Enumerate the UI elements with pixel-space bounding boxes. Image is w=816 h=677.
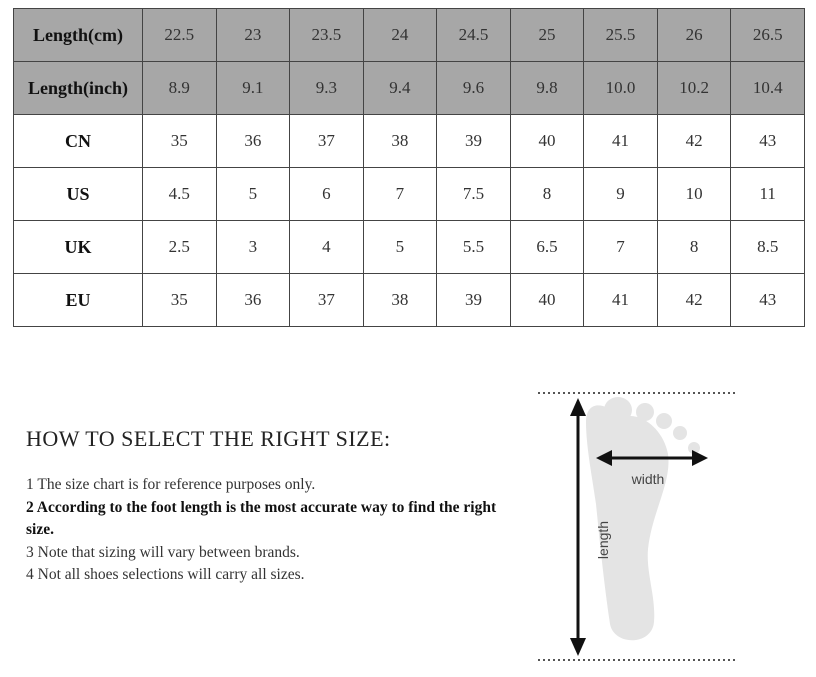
size-cell: 8 (510, 168, 584, 221)
size-cell: 5.5 (437, 221, 511, 274)
size-cell: 41 (584, 115, 658, 168)
size-guide-item: 3 Note that sizing will vary between brands. (26, 543, 300, 561)
size-cell: 35 (143, 115, 217, 168)
size-cell: 42 (657, 115, 731, 168)
size-row (14, 168, 805, 221)
size-cell: 4.5 (143, 168, 217, 221)
size-cell: 38 (363, 115, 437, 168)
size-row-label: EU (14, 274, 143, 327)
size-cell: 10.4 (731, 62, 805, 115)
size-guide-item: 2 According to the foot length is the most accurate way to find the right size. (26, 498, 497, 538)
size-guide-section (26, 426, 516, 587)
size-row (14, 221, 805, 274)
size-cell: 39 (437, 274, 511, 327)
size-cell: 37 (290, 274, 364, 327)
size-cell: 26.5 (731, 9, 805, 62)
size-guide-title: HOW TO SELECT THE RIGHT SIZE: (26, 426, 391, 451)
size-cell: 24 (363, 9, 437, 62)
size-guide-item: 1 The size chart is for reference purposes only. (26, 476, 316, 493)
size-cell: 9.4 (363, 62, 437, 115)
size-cell: 36 (216, 115, 290, 168)
size-row (14, 274, 805, 327)
size-cell: 7.5 (437, 168, 511, 221)
size-cell: 43 (731, 274, 805, 327)
size-cell: 9.6 (437, 62, 511, 115)
size-cell: 7 (584, 221, 658, 274)
size-guide-list (26, 474, 516, 587)
size-cell: 25.5 (584, 9, 658, 62)
size-cell: 10 (657, 168, 731, 221)
foot-measurement-diagram (530, 384, 745, 668)
size-cell: 23 (216, 9, 290, 62)
size-guide-item: 4 Not all shoes selections will carry all sizes. (26, 566, 305, 583)
size-cell: 9.8 (510, 62, 584, 115)
size-cell: 23.5 (290, 9, 364, 62)
size-cell: 5 (363, 221, 437, 274)
size-cell: 7 (363, 168, 437, 221)
size-row (14, 9, 805, 62)
size-cell: 36 (216, 274, 290, 327)
size-cell: 6.5 (510, 221, 584, 274)
size-cell: 22.5 (143, 9, 217, 62)
size-cell: 24.5 (437, 9, 511, 62)
size-cell: 9 (584, 168, 658, 221)
size-cell: 5 (216, 168, 290, 221)
size-cell: 8.9 (143, 62, 217, 115)
size-cell: 39 (437, 115, 511, 168)
size-cell: 9.3 (290, 62, 364, 115)
length-label: length (595, 520, 611, 560)
size-row-label: Length(inch) (14, 62, 143, 115)
size-row-label: CN (14, 115, 143, 168)
size-cell: 26 (657, 9, 731, 62)
size-cell: 6 (290, 168, 364, 221)
size-row-label: US (14, 168, 143, 221)
size-row-label: Length(cm) (14, 9, 143, 62)
size-cell: 42 (657, 274, 731, 327)
size-row (14, 62, 805, 115)
size-cell: 43 (731, 115, 805, 168)
size-cell: 11 (731, 168, 805, 221)
size-cell: 10.2 (657, 62, 731, 115)
width-label: width (631, 471, 665, 487)
size-cell: 25 (510, 9, 584, 62)
size-cell: 3 (216, 221, 290, 274)
size-cell: 4 (290, 221, 364, 274)
size-cell: 40 (510, 115, 584, 168)
size-cell: 40 (510, 274, 584, 327)
size-cell: 41 (584, 274, 658, 327)
size-row-label: UK (14, 221, 143, 274)
length-arrow (570, 398, 586, 656)
size-cell: 35 (143, 274, 217, 327)
size-cell: 8 (657, 221, 731, 274)
size-cell: 2.5 (143, 221, 217, 274)
size-cell: 37 (290, 115, 364, 168)
size-cell: 10.0 (584, 62, 658, 115)
size-chart-table (13, 8, 805, 327)
size-cell: 9.1 (216, 62, 290, 115)
size-cell: 8.5 (731, 221, 805, 274)
size-cell: 38 (363, 274, 437, 327)
foot-icon (586, 397, 700, 640)
size-row (14, 115, 805, 168)
